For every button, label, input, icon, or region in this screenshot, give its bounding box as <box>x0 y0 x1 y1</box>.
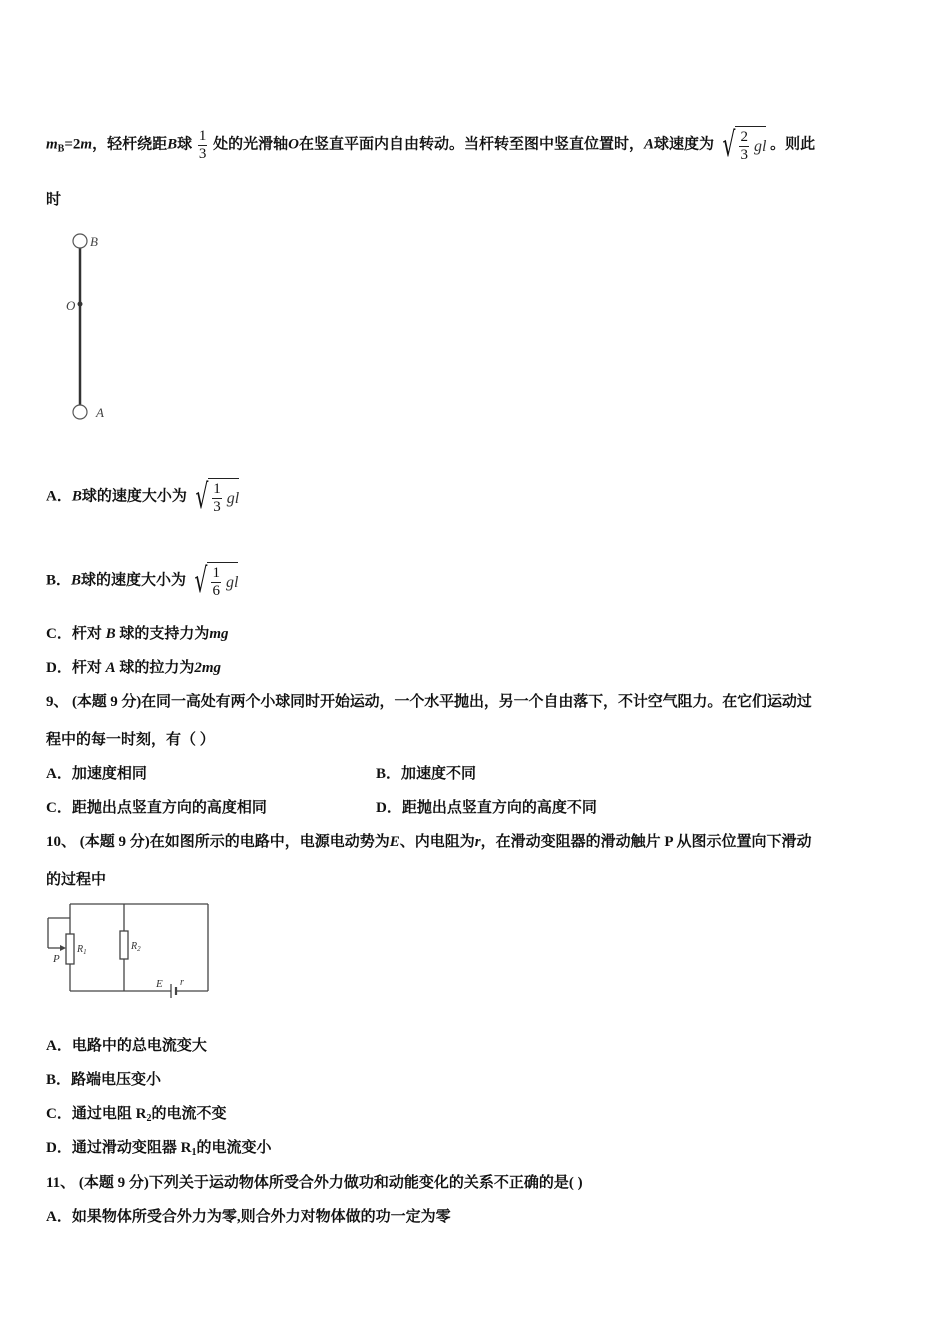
circuit-figure <box>44 898 214 998</box>
label-E: E <box>156 978 163 990</box>
ball-B <box>73 234 87 248</box>
option-text: 通过滑动变阻器 R <box>71 1140 192 1156</box>
option-text: 球的支持力为 <box>119 626 210 642</box>
q8-m2: m <box>80 136 93 153</box>
radical-num: 1 <box>212 565 220 581</box>
label-R1-letter: R <box>77 944 84 955</box>
option-key: B． <box>46 1072 72 1088</box>
option-key: D． <box>46 660 72 676</box>
q8-v-den: 3 <box>740 147 748 163</box>
option-text: 加速度不同 <box>401 766 477 782</box>
radical-den: 3 <box>213 499 221 515</box>
q8-text-3: 球 <box>177 136 193 153</box>
option-ball: A <box>105 660 116 676</box>
option-ball: B <box>71 488 82 505</box>
q9-option-b <box>376 764 476 784</box>
q9-stem-line2: 程中的每一时刻，有（ ） <box>46 732 215 748</box>
option-text: 电路中的总电流变大 <box>71 1038 207 1054</box>
q8-frac-num: 1 <box>198 127 207 144</box>
option-key: C． <box>46 626 72 642</box>
q9-stem-line1: 9、 (本题 9 分)在同一高处有两个小球同时开始运动，一个水平抛出，另一个自由落下，不计空气阻力。在它们运动过 <box>46 694 812 710</box>
q8-fraction <box>198 128 208 163</box>
q8-option-c <box>46 624 229 644</box>
q8-text-1: =2 <box>64 136 81 153</box>
option-text: 通过电阻 R <box>71 1106 147 1122</box>
label-A: A <box>96 405 104 420</box>
option-b-radical: √ $\frac{1}{6}$ gl <box>194 561 239 601</box>
option-key: B． <box>376 766 402 782</box>
option-text: 距抛出点竖直方向的高度不同 <box>401 800 597 816</box>
axis-O <box>78 302 83 307</box>
q8-text-2: ，轻杆绕距 <box>92 136 168 153</box>
q8-velocity-radical: √ $\frac{2}{3}$ gl <box>722 125 767 165</box>
option-text: 距抛出点竖直方向的高度相同 <box>71 800 267 816</box>
q10-stem-line2: 的过程中 <box>46 872 107 888</box>
q8-O: O <box>288 136 299 153</box>
q10-option-b <box>46 1070 161 1090</box>
option-text: 路端电压变小 <box>71 1072 162 1088</box>
q9-option-a <box>46 764 147 784</box>
label-R2-letter: R <box>131 941 138 952</box>
q10-r: r <box>474 834 481 850</box>
q8-text-6: 球速度为 <box>654 136 715 153</box>
q8-A: A <box>644 136 655 153</box>
option-key: C． <box>46 800 72 816</box>
option-sub: 1 <box>191 1147 197 1158</box>
option-key: A． <box>46 488 72 505</box>
label-R1 <box>76 944 87 956</box>
option-ball: B <box>105 626 116 642</box>
option-a-radical: √ $\frac{1}{3}$ gl <box>194 477 240 517</box>
q8-stem-line1 <box>46 126 815 164</box>
option-text: 的电流不变 <box>151 1106 227 1122</box>
q10-text-1: 10、 (本题 9 分)在如图所示的电路中，电源电动势为 <box>46 834 390 850</box>
q10-stem-line1 <box>46 832 811 852</box>
option-text: 球的速度大小为 <box>81 488 187 505</box>
option-key: B． <box>46 572 72 589</box>
slider-arrowhead <box>60 945 66 951</box>
option-key: A． <box>46 1038 72 1054</box>
label-r: r <box>180 977 184 988</box>
q10-option-c <box>46 1104 226 1129</box>
option-text: 杆对 <box>71 626 102 642</box>
option-sub: 2 <box>146 1113 152 1124</box>
q8-option-d <box>46 658 221 678</box>
option-text: 球的拉力为 <box>119 660 195 676</box>
option-value: 2mg <box>194 660 222 676</box>
rod-figure <box>64 230 124 425</box>
q8-option-b <box>46 562 238 600</box>
q8-text-7: 。则此 <box>770 136 816 153</box>
q8-frac-den: 3 <box>198 145 207 162</box>
q10-E: E <box>389 834 400 850</box>
ball-A <box>73 405 87 419</box>
radical-gl: gl <box>226 489 240 507</box>
label-R2 <box>130 941 141 953</box>
q8-text-5: 在竖直平面内自由转动。当杆转至图中竖直位置时， <box>298 136 644 153</box>
q8-m: m <box>46 136 58 153</box>
option-text: 球的速度大小为 <box>81 572 187 589</box>
q10-text-2: 、内电阻为 <box>399 834 475 850</box>
q8-m-sub: B <box>57 143 65 155</box>
option-key: A． <box>46 766 72 782</box>
q10-option-a <box>46 1036 207 1056</box>
radical-num: 1 <box>213 481 221 497</box>
q9-option-d <box>376 798 597 818</box>
label-R1-sub: 1 <box>83 948 87 956</box>
q10-text-3: ，在滑动变阻器的滑动触片 P 从图示位置向下滑动 <box>480 834 812 850</box>
option-text: 杆对 <box>71 660 102 676</box>
label-O: O <box>66 298 76 313</box>
q9-option-c <box>46 798 267 818</box>
label-P: P <box>53 953 60 965</box>
radical-den: 6 <box>212 583 220 599</box>
q8-B: B <box>167 136 178 153</box>
option-key: D． <box>376 800 402 816</box>
resistor-r2 <box>120 931 128 959</box>
option-ball: B <box>71 572 82 589</box>
q11-option-a <box>46 1207 451 1227</box>
q8-text-4: 处的光滑轴 <box>213 136 289 153</box>
option-key: D． <box>46 1140 72 1156</box>
option-text: 加速度相同 <box>71 766 147 782</box>
option-value: mg <box>209 626 229 642</box>
option-key: A． <box>46 1209 72 1225</box>
option-key: C． <box>46 1106 72 1122</box>
q8-v-num: 2 <box>740 129 748 145</box>
q8-option-a <box>46 478 239 516</box>
resistor-r1 <box>66 934 74 964</box>
label-R2-sub: 2 <box>137 945 141 953</box>
q8-v-gl: gl <box>753 137 767 155</box>
radical-gl: gl <box>225 573 239 591</box>
q10-option-d <box>46 1138 271 1163</box>
q11-stem-line1: 11、 (本题 9 分)下列关于运动物体所受合外力做功和动能变化的关系不正确的是( ) <box>46 1175 583 1191</box>
option-text: 如果物体所受合外力为零,则合外力对物体做的功一定为零 <box>71 1209 451 1225</box>
label-B: B <box>90 234 98 249</box>
option-text: 的电流变小 <box>196 1140 272 1156</box>
q8-stem-line2: 时 <box>46 192 62 208</box>
